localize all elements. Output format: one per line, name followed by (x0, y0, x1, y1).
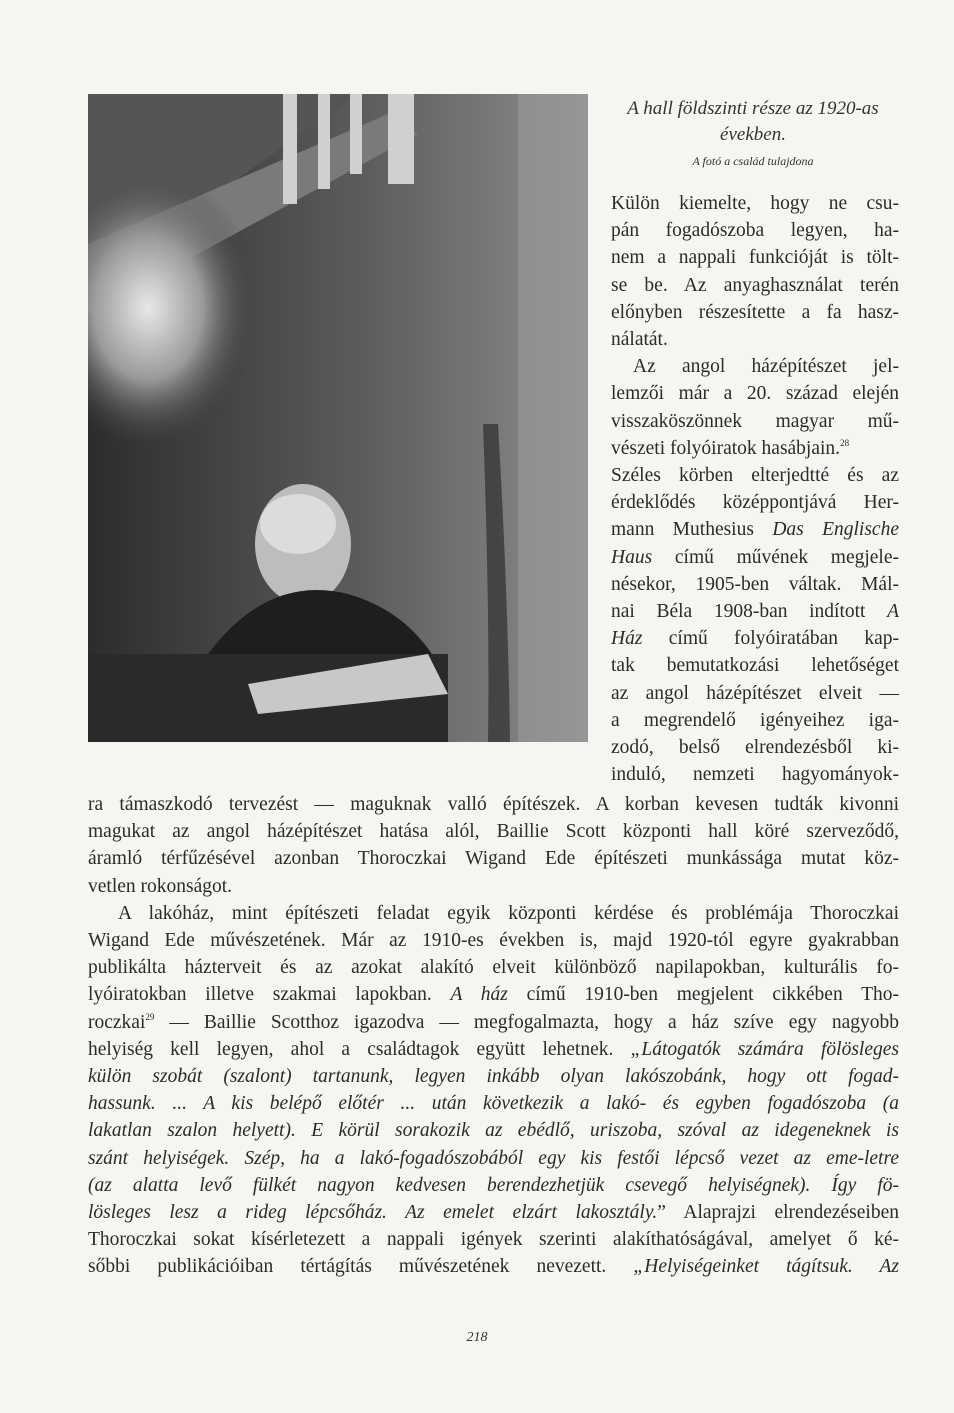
photo-caption (608, 96, 898, 172)
text-line: lyóiratokban illetve szakmai lapokban. A ház című 1910-ben megjelent cikkében Tho- (88, 984, 899, 1006)
text-line: előnyben részesítette a fa hasz- (611, 301, 899, 323)
text-line: lemzői már a 20. század elején (611, 383, 899, 405)
page-number: 218 (466, 1330, 488, 1345)
text-line: publikálta házterveit és az azokat alakító elveit különböző napilapokban, kulturális fo- (88, 957, 899, 979)
text-line: helyiség kell legyen, ahol a családtagok együtt lehetnek. „Látogatók számára fölösleges (88, 1038, 899, 1060)
text-line: ra támaszkodó tervezést — maguknak valló építészek. A korban kevesen tudták kivonni (88, 794, 899, 815)
caption-line-1: A hall földszinti része az 1920-as (627, 98, 879, 119)
text-line: magukat az angol házépítészet hatása alól, Baillie Scott központi hall köré szerveződő, (88, 821, 899, 843)
text-line: áramló térfűzésével azonban Thoroczkai Wigand Ede építészeti munkássága mutat köz- (88, 848, 899, 870)
text-line: Thoroczkai sokat kísérletezett a nappali igények szerinti alakíthatóságával, amelyet ő ké- (88, 1229, 899, 1251)
text-line: Ház című folyóiratában kap- (611, 628, 899, 650)
archival-photo (88, 94, 588, 742)
text-line: Külön kiemelte, hogy ne csu- (611, 193, 899, 214)
text-line: nálatát. (611, 329, 668, 351)
text-line: A lakóház, mint építészeti feladat egyik központi kérdése és problémája Thoroczkai (118, 902, 899, 924)
text-line: Széles körben elterjedtté és az (611, 465, 899, 487)
text-line: mann Muthesius Das Englische (611, 519, 899, 541)
footnote-29: 29 (145, 1011, 155, 1022)
caption-line-2: években. (720, 124, 786, 145)
text-line: Az angol házépítészet jel- (633, 356, 899, 378)
text-line: sőbbi publikációiban tértágítás művészetének nevezett. „Helyiségeinket tágítsuk. Az (88, 1256, 899, 1278)
footnote-28: 28 (840, 437, 850, 448)
text-line: visszaköszönnek magyar mű- (611, 410, 899, 432)
main-body-text (88, 791, 899, 1281)
text-line: vetlen rokonságot. (88, 875, 233, 897)
text-line: szánt helyiségek. Szép, ha a lakó-fogadószobából egy kis festői lépcső vezet az eme-letre (88, 1147, 899, 1169)
text-line: tak bemutatkozási lehetőséget (611, 655, 899, 677)
text-line: roczkai$^{29}$ — Baillie Scotthoz igazodva — megfogalmazta, hogy a ház szíve egy nagyobb (88, 1011, 899, 1033)
text-line: hassunk. ... A kis belépő előtér ... után következik a lakó- és egyben fogadószoba (a (88, 1093, 899, 1115)
text-line: az angol házépítészet elveit — (611, 682, 899, 704)
photo-illustration (88, 94, 588, 742)
side-column-text (611, 190, 899, 788)
text-line: külön szobát (szalont) tartanunk, legyen inkább olyan lakószobánk, hogy ott fogad- (88, 1066, 899, 1088)
text-line: Wigand Ede művészetének. Már az 1910-es években is, majd 1920-tól egyre gyakrabban (88, 930, 899, 952)
text-line: nem a nappali funkcióját is tölt- (611, 247, 899, 269)
text-line: lakatlan szalon helyett). E körül sorakozik az ebédlő, uriszoba, szóval az idegeneknek is (88, 1120, 899, 1142)
text-line: se be. Az anyaghasználat terén (611, 274, 899, 296)
text-line: nésekor, 1905-ben váltak. Mál- (611, 573, 899, 595)
text-line: zodó, belső elrendezésből ki- (611, 737, 899, 759)
text-line: a megrendelő igényeihez iga- (611, 709, 899, 731)
text-line: Haus című művének megjele- (611, 546, 899, 568)
text-line: induló, nemzeti hagyományok- (611, 764, 899, 786)
text-line: lösleges lesz a rideg lépcsőház. Az emelet elzárt lakosztály.” Alaprajzi elrendezéseiben (88, 1202, 899, 1224)
text-line: nai Béla 1908-ban indított A (611, 601, 899, 623)
text-line: (az alatta levő fülkét nagyon kedvesen berendezhetjük csevegő helyiségnek). Így fö- (88, 1174, 899, 1196)
text-line: vészeti folyóiratok hasábjain.$^{28}$ (611, 437, 850, 459)
caption-credit: A fotó a család tulajdona (692, 154, 814, 168)
text-line: érdeklődés középpontjává Her- (611, 492, 899, 514)
text-line: pán fogadószoba legyen, ha- (611, 220, 899, 242)
